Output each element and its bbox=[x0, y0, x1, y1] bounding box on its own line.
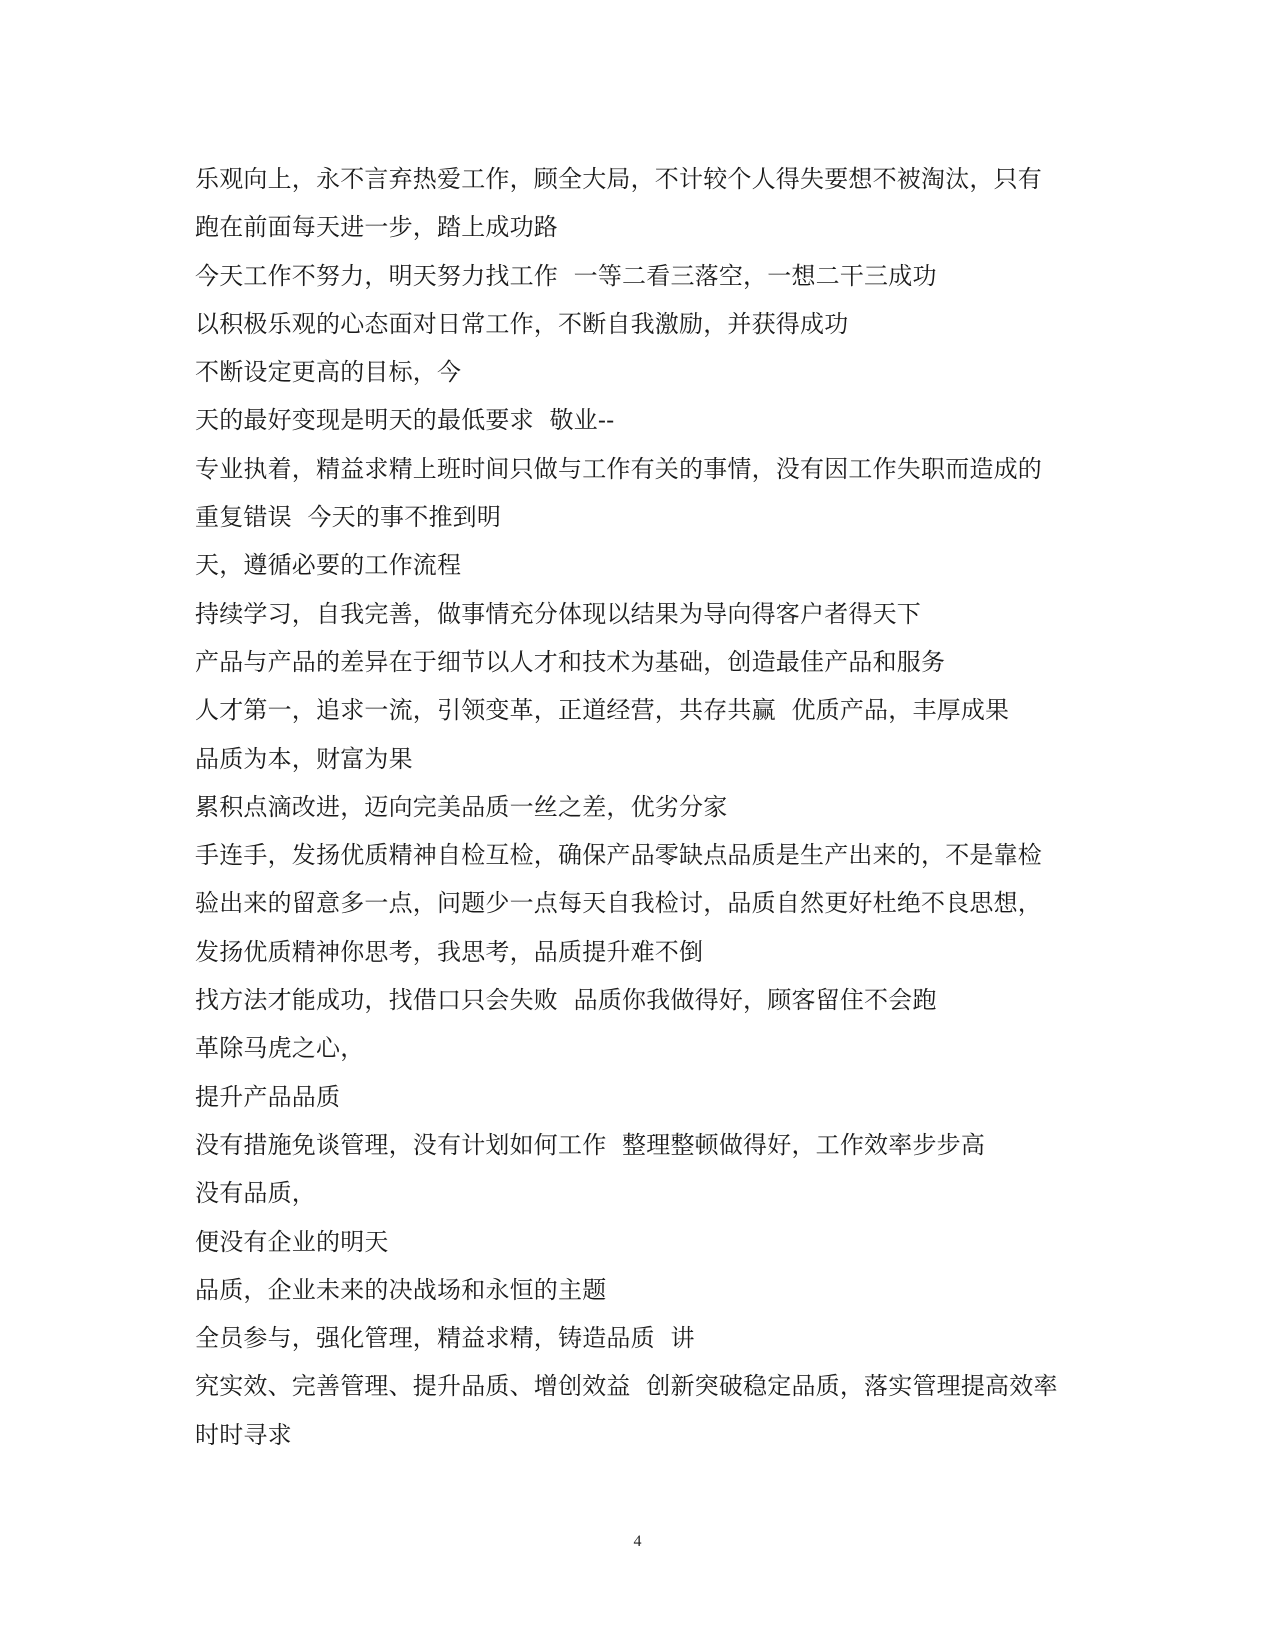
text-line: 持续学习，自我完善，做事情充分体现以结果为导向得客户者得天下 bbox=[195, 599, 921, 628]
text-line: 没有措施免谈管理，没有计划如何工作 整理整顿做得好，工作效率步步高 bbox=[195, 1130, 986, 1159]
text-line: 品质为本，财富为果 bbox=[195, 744, 413, 773]
text-line: 革除马虎之心， bbox=[195, 1034, 365, 1063]
text-line: 时时寻求 bbox=[195, 1420, 292, 1449]
body-text bbox=[195, 155, 1095, 1459]
text-line: 乐观向上，永不言弃热爱工作，顾全大局，不计较个人得失要想不被淘汰，只有 bbox=[195, 165, 1042, 193]
page-number: 4 bbox=[633, 1533, 642, 1550]
text-line: 跑在前面每天进一步，踏上成功路 bbox=[195, 213, 558, 242]
text-line: 天，遵循必要的工作流程 bbox=[195, 551, 462, 580]
text-line: 天的最好变现是明天的最低要求 敬业-- bbox=[195, 406, 615, 435]
text-line: 不断设定更高的目标，今 bbox=[195, 358, 462, 387]
text-line: 专业执着，精益求精上班时间只做与工作有关的事情，没有因工作失职而造成的 bbox=[195, 454, 1042, 483]
text-line: 今天工作不努力，明天努力找工作 一等二看三落空，一想二干三成功 bbox=[195, 261, 937, 290]
text-line: 手连手，发扬优质精神自检互检，确保产品零缺点品质是生产出来的，不是靠检 bbox=[195, 841, 1042, 870]
text-line: 累积点滴改进，迈向完美品质一丝之差，优劣分家 bbox=[195, 792, 728, 821]
text-line: 全员参与，强化管理，精益求精，铸造品质 讲 bbox=[195, 1324, 695, 1353]
text-line: 重复错误 今天的事不推到明 bbox=[195, 503, 502, 532]
text-line: 品质，企业未来的决战场和永恒的主题 bbox=[195, 1275, 607, 1304]
text-line: 以积极乐观的心态面对日常工作，不断自我激励，并获得成功 bbox=[195, 309, 849, 338]
text-line: 找方法才能成功，找借口只会失败 品质你我做得好，顾客留住不会跑 bbox=[195, 986, 937, 1015]
text-line: 提升产品品质 bbox=[195, 1082, 341, 1111]
text-line: 便没有企业的明天 bbox=[195, 1227, 389, 1256]
text-line: 人才第一，追求一流，引领变革，正道经营，共存共赢 优质产品，丰厚成果 bbox=[195, 696, 1010, 725]
text-line: 没有品质， bbox=[195, 1179, 316, 1208]
text-line: 产品与产品的差异在于细节以人才和技术为基础，创造最佳产品和服务 bbox=[195, 647, 946, 676]
text-line: 验出来的留意多一点，问题少一点每天自我检讨，品质自然更好杜绝不良思想， bbox=[195, 889, 1042, 918]
text-line: 究实效、完善管理、提升品质、增创效益 创新突破稳定品质，落实管理提高效率 bbox=[195, 1372, 1058, 1401]
text-line: 发扬优质精神你思考，我思考，品质提升难不倒 bbox=[195, 937, 704, 966]
